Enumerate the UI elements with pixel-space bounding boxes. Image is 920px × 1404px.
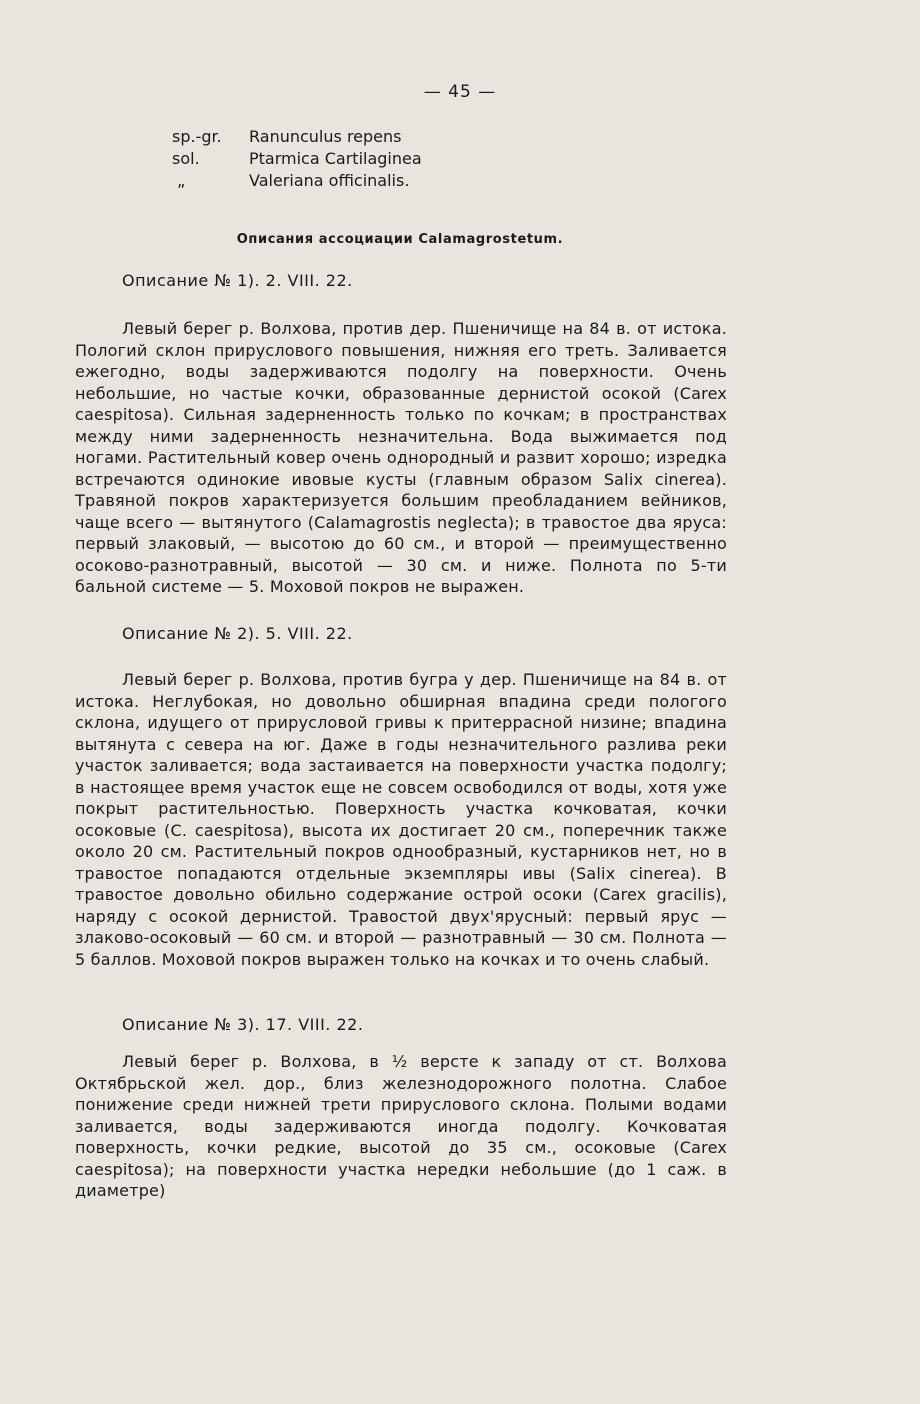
species-list (172, 126, 672, 192)
paragraph: Левый берег р. Волхова, против бугра у дер. Пшеничище на 84 в. от истока. Неглубокая, но довольно обширная впадина среди пологого склона, идущего от прирусловой гривы к притеррасной низине; впадина вытянута с севера на юг. Даже в годы незначительного разлива реки участок заливается; вода застаивается на поверхности участка подолгу; в настоящее время участок еще не совсем освободился от воды, хотя уже покрыт растительностью. Поверхность участка кочковатая, кочки осоковые (C. caespitosa), высота их достигает 20 см., поперечник также около 20 см. Растительный покров однообразный, кустарников нет, но в травостое попадаются отдельные экземпляры ивы (Salix cinerea). В травостое довольно обильно содержание острой осоки (Carex gracilis), наряду с осокой дернистой. Травостой двух'ярусный: первый ярус — злаково-осоковый — 60 см. и второй — разнотравный — 30 см. Полнота — 5 баллов. Моховой покров выражен только на кочках и то очень слабый. (75, 670, 727, 969)
paragraph: Левый берег р. Волхова, против дер. Пшеничище на 84 в. от истока. Пологий склон прируслового повышения, нижняя его треть. Заливается ежегодно, воды задерживаются подолгу на поверхности. Очень небольшие, но частые кочки, образованные дернистой осокой (Carex caespitosa). Сильная задерненность только по кочкам; в пространствах между ними задерненность незначительна. Вода выжимается под ногами. Растительный ковер очень однородный и развит хорошо; изредка встречаются одинокие ивовые кусты (главным образом Salix cinerea). Травяной покров характеризуется большим преобладанием вейников, чаще всего — вытянутого (Calamagrostis neglecta); в травостое два яруса: первый злаковый, — высотою до 60 см., и второй — преимущественно осоково-разнотравный, высотой — 30 см. и ниже. Полнота по 5-ти бальной системе — 5. Моховой покров не выражен. (75, 319, 727, 596)
description-text (75, 318, 727, 598)
description-title: Описание № 2). 5. VIII. 22. (122, 624, 353, 643)
description-title: Описание № 1). 2. VIII. 22. (122, 271, 353, 290)
description-text (75, 669, 727, 970)
species-abundance: sol. (172, 149, 200, 168)
section-heading: Описания ассоциации Calamagrostetum. (236, 232, 564, 247)
description-text (75, 1051, 727, 1202)
species-row (172, 148, 672, 170)
species-row (172, 126, 672, 148)
species-row (172, 170, 672, 192)
description-title: Описание № 3). 17. VIII. 22. (122, 1015, 364, 1034)
species-name: Ranunculus repens (249, 127, 402, 146)
species-abundance: „ (177, 171, 186, 190)
paragraph: Левый берег р. Волхова, в ½ версте к западу от ст. Волхова Октябрьской жел. дор., близ железнодорожного полотна. Слабое понижение среди нижней трети прируслового склона. Полыми водами заливается, воды задерживаются иногда подолгу. Кочковатая поверхность, кочки редкие, высотой до 35 см., осоковые (Carex caespitosa); на поверхности участка нередки небольшие (до 1 саж. в диаметре) (75, 1052, 727, 1200)
species-abundance: sp.-gr. (172, 127, 222, 146)
species-name: Ptarmica Cartilaginea (249, 149, 422, 168)
species-name: Valeriana officinalis. (249, 171, 410, 190)
page-number: — 45 — (423, 82, 497, 102)
